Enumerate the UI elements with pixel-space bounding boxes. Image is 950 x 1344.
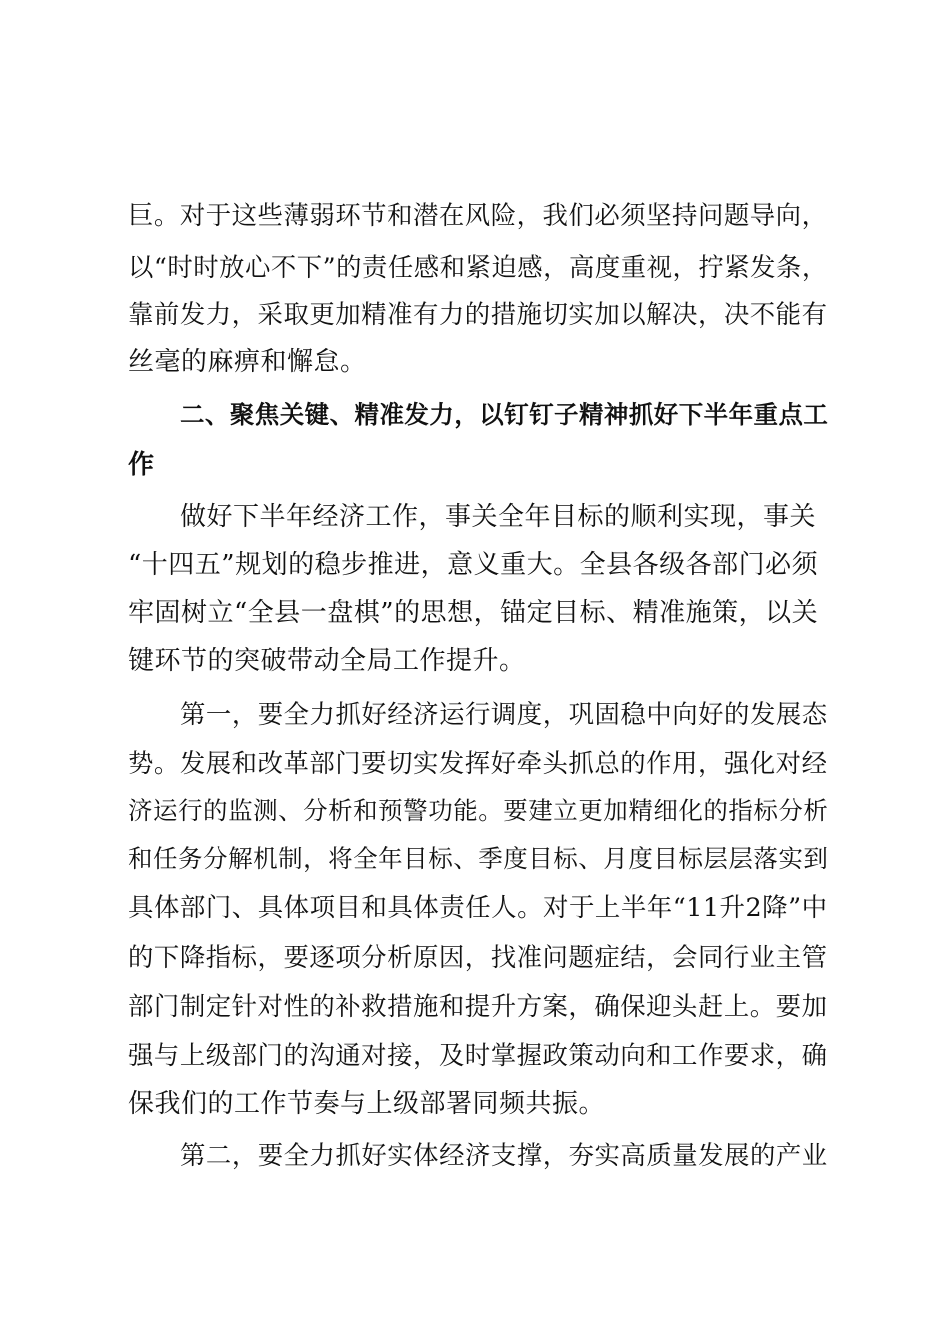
paragraph-line: 巨。对于这些薄弱环节和潜在风险，我们必须坚持问题导向， bbox=[128, 200, 828, 230]
paragraph-line: 部门制定针对性的补救措施和提升方案，确保迎头赶上。要加 bbox=[128, 991, 828, 1021]
paragraph-line: 做好下半年经济工作，事关全年目标的顺利实现，事关 bbox=[180, 502, 817, 532]
paragraph-line: 第一，要全力抓好经济运行调度，巩固稳中向好的发展态 bbox=[180, 699, 828, 729]
section-heading: 作 bbox=[128, 450, 155, 480]
paragraph-line: 键环节的突破带动全局工作提升。 bbox=[128, 646, 526, 676]
paragraph-line: 势。发展和改革部门要切实发挥好牵头抓总的作用，强化对经 bbox=[128, 748, 828, 778]
paragraph-line: 的下降指标，要逐项分析原因，找准问题症结，会同行业主管 bbox=[128, 942, 828, 972]
paragraph-line: “十四五”规划的稳步推进，意义重大。全县各级各部门必须 bbox=[128, 550, 819, 580]
paragraph-line: 靠前发力，采取更加精准有力的措施切实加以解决，决不能有 bbox=[128, 299, 828, 329]
paragraph-line: 具体部门、具体项目和具体责任人。对于上半年“11升2降”中 bbox=[128, 893, 828, 923]
section-heading: 二、聚焦关键、精准发力，以钉钉子精神抓好下半年重点工 bbox=[180, 400, 829, 429]
paragraph-line: 牢固树立“全县一盘棋”的思想，锚定目标、精准施策，以关 bbox=[128, 598, 819, 628]
paragraph-line: 保我们的工作节奏与上级部署同频共振。 bbox=[128, 1089, 606, 1119]
paragraph-line: 丝毫的麻痹和懈怠。 bbox=[128, 347, 367, 377]
paragraph-line: 济运行的监测、分析和预警功能。要建立更加精细化的指标分析 bbox=[128, 796, 829, 825]
paragraph-line: 第二，要全力抓好实体经济支撑，夯实高质量发展的产业 bbox=[180, 1140, 828, 1170]
paragraph-line: 以“时时放心不下”的责任感和紧迫感，高度重视，拧紧发条， bbox=[128, 252, 828, 282]
paragraph-line: 强与上级部门的沟通对接，及时掌握政策动向和工作要求，确 bbox=[128, 1040, 828, 1070]
paragraph-line: 和任务分解机制，将全年目标、季度目标、月度目标层层落实到 bbox=[128, 844, 829, 873]
